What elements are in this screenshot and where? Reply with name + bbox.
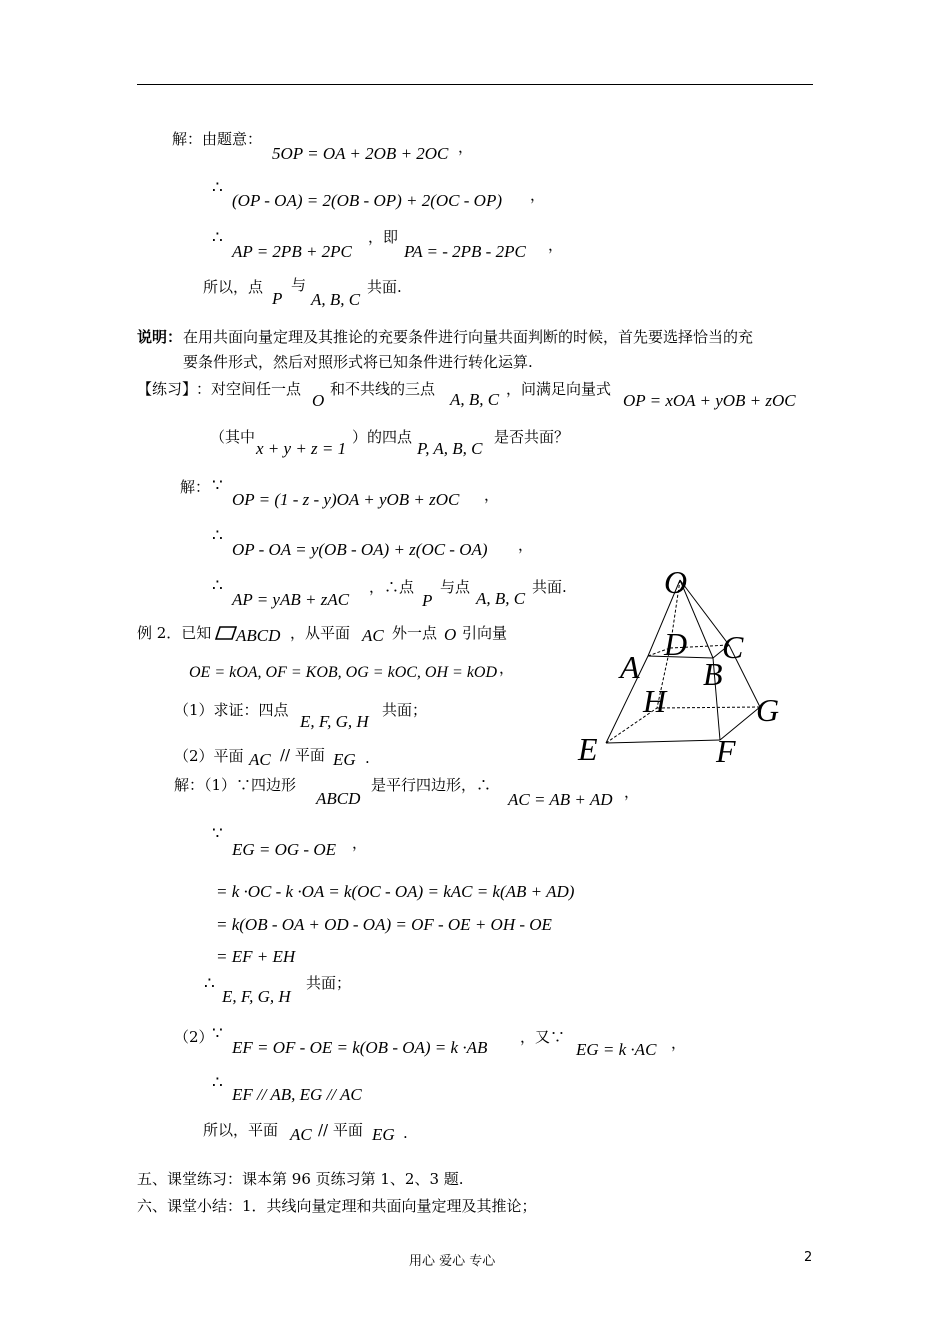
label-e: E xyxy=(578,731,598,767)
points-abc: A, B, C xyxy=(311,290,361,309)
comma: ， xyxy=(671,1034,687,1052)
solution1-eq1: 5OP = OA + 2OB + 2OC xyxy=(272,144,449,163)
solution2-intro: 解： xyxy=(180,478,211,496)
exercise-text2: 和不共线的三点 xyxy=(330,380,436,398)
comma: ， xyxy=(518,536,534,554)
solution1-eq2: (OP - OA) = 2(OB - OP) + 2(OC - OP) xyxy=(232,191,503,210)
comma: ， xyxy=(458,138,474,156)
comma: ， xyxy=(499,659,515,677)
edge-hg xyxy=(657,707,760,708)
solution3-eq4: = k(OB - OA + OD - OA) = OF - OE + OH - OE xyxy=(216,915,552,934)
solution1-ji: ，即 xyxy=(368,228,399,246)
therefore-symbol: ∴ xyxy=(212,1073,223,1093)
section-five: 五、课堂练习：课本第 96 页练习第 1、2、3 题. xyxy=(137,1170,464,1188)
point-o: O xyxy=(312,391,325,410)
solution2-conclusion-c: 共面. xyxy=(532,578,567,596)
solution3-text1: 是平行四边形，∴ xyxy=(371,776,492,794)
example2-q2-b: // 平面 xyxy=(280,746,325,764)
example2-vectors: OE = kOA, OF = KOB, OG = kOC, OH = kOD xyxy=(189,664,498,681)
example2-q1-a: （1）求证：四点 xyxy=(174,701,289,719)
solution2-eq1: OP = (1 - z - y)OA + yOB + zOC xyxy=(232,490,460,509)
label-f: F xyxy=(716,733,736,769)
exercise-cond-b: ）的四点 xyxy=(352,428,413,446)
note-label: 说明： xyxy=(137,328,183,346)
parallelogram-icon xyxy=(215,626,237,640)
solution3-coplanar: 共面； xyxy=(306,974,352,992)
because-symbol: ∵ xyxy=(212,824,223,844)
label-b: B xyxy=(703,656,723,692)
solution3-eq5: = EF + EH xyxy=(216,947,296,966)
label-g: G xyxy=(756,692,780,728)
point-p: P xyxy=(422,591,433,610)
solution3-part2-label: （2） xyxy=(174,1028,214,1046)
example2-label: 例 2．已知 xyxy=(137,624,212,642)
therefore-symbol: ∴ xyxy=(212,526,223,546)
because-symbol: ∵ xyxy=(212,476,223,496)
solution3-eq2: EG = OG - OE xyxy=(232,840,337,859)
solution1-conclusion-b: 与 xyxy=(291,276,307,294)
comma: ， xyxy=(624,783,640,801)
solution3-conclusion-b: // 平面 xyxy=(318,1121,363,1139)
solution3-you: ，又∵ xyxy=(520,1028,566,1046)
points-efgh: E, F, G, H xyxy=(222,987,291,1006)
solution1-eq3: AP = 2PB + 2PC xyxy=(232,242,352,261)
plane-ac: AC xyxy=(249,750,271,769)
edge-ef xyxy=(606,740,720,743)
points-abc: A, B, C xyxy=(476,589,526,608)
plane-eg: EG xyxy=(372,1125,395,1144)
solution3-intro: 解：（1）∵四边形 xyxy=(174,776,297,794)
exercise-text3: ，问满足向量式 xyxy=(506,380,612,398)
example2-q2-a: （2）平面 xyxy=(174,747,244,765)
solution2-eq3: AP = yAB + zAC xyxy=(232,590,350,609)
solution2-conclusion-a: ，∴点 xyxy=(369,578,415,596)
label-c: C xyxy=(722,629,744,665)
page-number: 2 xyxy=(804,1250,813,1265)
example2-text3: 引向量 xyxy=(462,624,508,642)
point-o: O xyxy=(444,625,457,644)
example2-text1: ，从平面 xyxy=(290,624,351,642)
exercise-text1: ：对空间任一点 xyxy=(196,380,302,398)
therefore-symbol: ∴ xyxy=(212,178,223,198)
header-rule xyxy=(137,84,813,85)
solution3-conclusion-a: 所以，平面 xyxy=(203,1121,279,1139)
label-h: H xyxy=(643,683,667,719)
point-p: P xyxy=(272,289,283,308)
points-abc: A, B, C xyxy=(450,390,500,409)
solution3-eq6: EF = OF - OE = k(OB - OA) = k ·AB xyxy=(232,1038,488,1057)
comma: ， xyxy=(530,186,546,204)
solution3-conclusion-c: . xyxy=(403,1124,408,1142)
exercise-cond-eq: x + y + z = 1 xyxy=(256,439,347,458)
because-symbol: ∵ xyxy=(212,1024,223,1044)
footer-motto: 用心 爱心 专心 xyxy=(409,1254,496,1269)
exercise-cond-c: 是否共面？ xyxy=(494,428,570,446)
comma: ， xyxy=(484,486,500,504)
therefore-symbol: ∴ xyxy=(204,974,215,994)
solution3-eq7: EG = k ·AC xyxy=(576,1040,657,1059)
example2-text2: 外一点 xyxy=(392,624,438,642)
therefore-symbol: ∴ xyxy=(212,576,223,596)
note-line1: 在用共面向量定理及其推论的充要条件进行向量共面判断的时候，首先要选择恰当的充 xyxy=(183,328,754,346)
comma: ， xyxy=(352,834,368,852)
example2-q1-b: 共面； xyxy=(382,701,428,719)
label-o: O xyxy=(664,564,688,600)
pyramid-figure xyxy=(570,560,800,780)
solution1-conclusion-c: 共面. xyxy=(367,278,402,296)
exercise-formula: OP = xOA + yOB + zOC xyxy=(623,391,796,410)
quadrilateral-abcd: ABCD xyxy=(316,789,361,808)
label-a: A xyxy=(620,649,640,685)
plane-ac: AC xyxy=(290,1125,312,1144)
points-pabc: P, A, B, C xyxy=(417,439,483,458)
section-six: 六、课堂小结：1．共线向量定理和共面向量定理及其推论； xyxy=(137,1197,537,1215)
note-line2: 要条件形式，然后对照形式将已知条件进行转化运算. xyxy=(183,353,533,371)
solution3-eq3: = k ·OC - k ·OA = k(OC - OA) = kAC = k(AB + AD) xyxy=(216,882,575,901)
solution1-conclusion-a: 所以，点 xyxy=(203,278,264,296)
parallelogram-abcd: ABCD xyxy=(236,626,281,645)
label-d: D xyxy=(664,626,688,662)
comma: ， xyxy=(548,236,564,254)
solution1-intro: 解：由题意： xyxy=(172,130,263,148)
points-efgh: E, F, G, H xyxy=(300,712,369,731)
example2-q2-c: . xyxy=(365,749,370,767)
solution2-conclusion-b: 与点 xyxy=(440,578,471,596)
solution3-eq8: EF // AB, EG // AC xyxy=(232,1085,362,1104)
therefore-symbol: ∴ xyxy=(212,228,223,248)
exercise-label: 【练习】 xyxy=(137,380,198,398)
plane-ac: AC xyxy=(362,626,384,645)
plane-eg: EG xyxy=(333,750,356,769)
solution1-eq4: PA = - 2PB - 2PC xyxy=(404,242,526,261)
exercise-cond-a: （其中 xyxy=(210,428,256,446)
solution2-eq2: OP - OA = y(OB - OA) + z(OC - OA) xyxy=(232,540,488,559)
solution3-eq1: AC = AB + AD xyxy=(508,790,613,809)
